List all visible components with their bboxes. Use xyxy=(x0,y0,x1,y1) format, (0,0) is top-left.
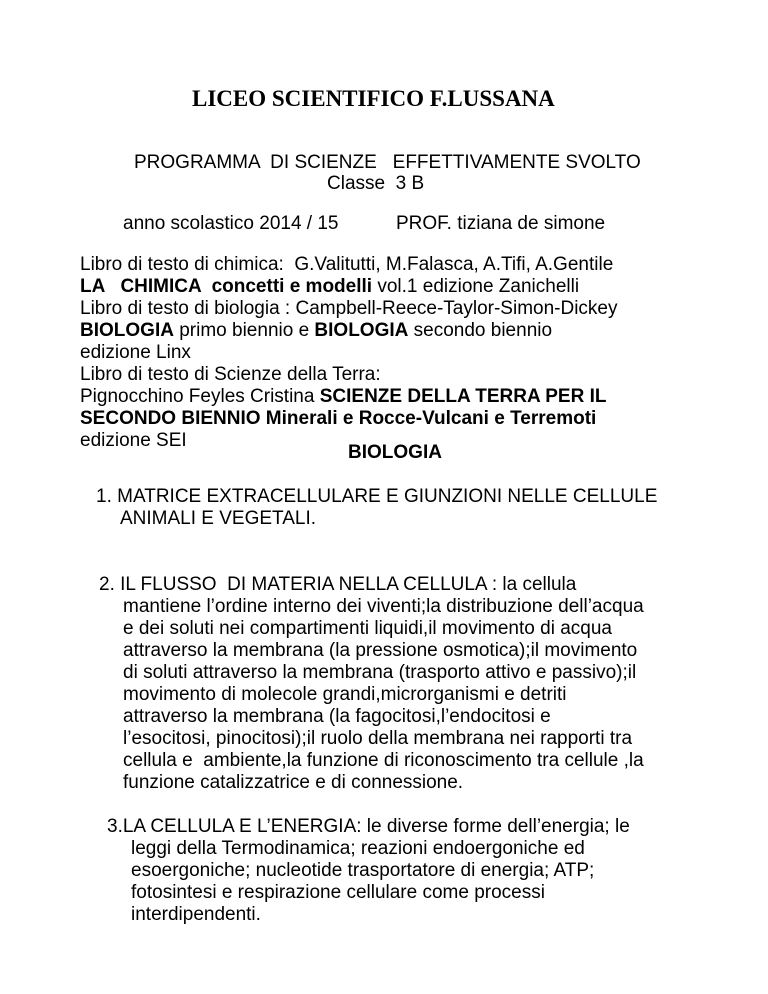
item-line: 2. IL FLUSSO DI MATERIA NELLA CELLULA : la cellula xyxy=(99,574,577,595)
biology-edition: edizione Linx xyxy=(80,342,191,363)
item-line: movimento di molecole grandi,microrganismi e detriti xyxy=(123,684,567,705)
item-line: l’esocitosi, pinocitosi);il ruolo della membrana nei rapporti tra xyxy=(123,728,633,749)
earth-edition: edizione SEI xyxy=(80,430,187,451)
chemistry-textbook-title xyxy=(80,276,579,298)
teacher-name: PROF. tiziana de simone xyxy=(396,213,606,234)
program-heading: PROGRAMMA DI SCIENZE EFFETTIVAMENTE SVOLTO xyxy=(134,152,641,173)
item-line: funzione catalizzatrice e di connessione. xyxy=(123,772,464,793)
item-line: attraverso la membrana (la fagocitosi,l’endocitosi e xyxy=(123,706,551,727)
item-line: cellula e ambiente,la funzione di riconoscimento tra cellule ,la xyxy=(123,750,644,771)
earth-author: Pignocchino Feyles Cristina xyxy=(80,386,320,407)
item-line: interdipendenti. xyxy=(131,904,261,925)
item-line: e dei soluti nei compartimenti liquidi,il movimento di acqua xyxy=(123,618,612,639)
item-line: esoergoniche; nucleotide trasportatore di energia; ATP; xyxy=(131,860,595,881)
item-line: di soluti attraverso la membrana (trasporto attivo e passivo);il xyxy=(123,662,637,683)
class-label: Classe 3 B xyxy=(327,173,425,194)
item-line: fotosintesi e respirazione cellulare come processi xyxy=(131,882,545,903)
item-line: leggi della Termodinamica; reazioni endoergoniche ed xyxy=(131,838,585,859)
school-title: LICEO SCIENTIFICO F.LUSSANA xyxy=(192,86,555,111)
chemistry-title-bold: LA CHIMICA concetti e modelli xyxy=(80,276,373,297)
section-title: BIOLOGIA xyxy=(348,442,442,463)
chemistry-textbook-authors: Libro di testo di chimica: G.Valitutti, M.Falasca, A.Tifi, A.Gentile xyxy=(80,254,614,275)
item-line: ANIMALI E VEGETALI. xyxy=(120,508,317,529)
earth-title-1: SCIENZE DELLA TERRA PER IL xyxy=(319,386,607,407)
item-line: 3.LA CELLULA E L’ENERGIA: le diverse forme dell’energia; le xyxy=(107,816,630,837)
earth-textbook-author xyxy=(80,386,607,408)
biology-title-after: secondo biennio xyxy=(408,320,553,341)
chemistry-edition: vol.1 edizione Zanichelli xyxy=(372,276,580,297)
biology-title-2: BIOLOGIA xyxy=(314,320,409,341)
biology-textbook-title xyxy=(80,320,552,342)
earth-title-2: SECONDO BIENNIO Minerali e Rocce-Vulcani e Terremoti xyxy=(80,408,597,429)
item-line: attraverso la membrana (la pressione osmotica);il movimento xyxy=(123,640,638,661)
biology-textbook-authors: Libro di testo di biologia : Campbell-Reece-Taylor-Simon-Dickey xyxy=(80,298,618,319)
item-line: 1. MATRICE EXTRACELLULARE E GIUNZIONI NELLE CELLULE xyxy=(96,486,658,507)
earth-textbook-label: Libro di testo di Scienze della Terra: xyxy=(80,364,381,385)
earth-textbook-title xyxy=(80,408,596,430)
biology-title-1: BIOLOGIA xyxy=(80,320,174,341)
school-year: anno scolastico 2014 / 15 xyxy=(123,213,339,234)
biology-title-mid: primo biennio e xyxy=(173,320,315,341)
item-line: mantiene l’ordine interno dei viventi;la distribuzione dell’acqua xyxy=(123,596,644,617)
